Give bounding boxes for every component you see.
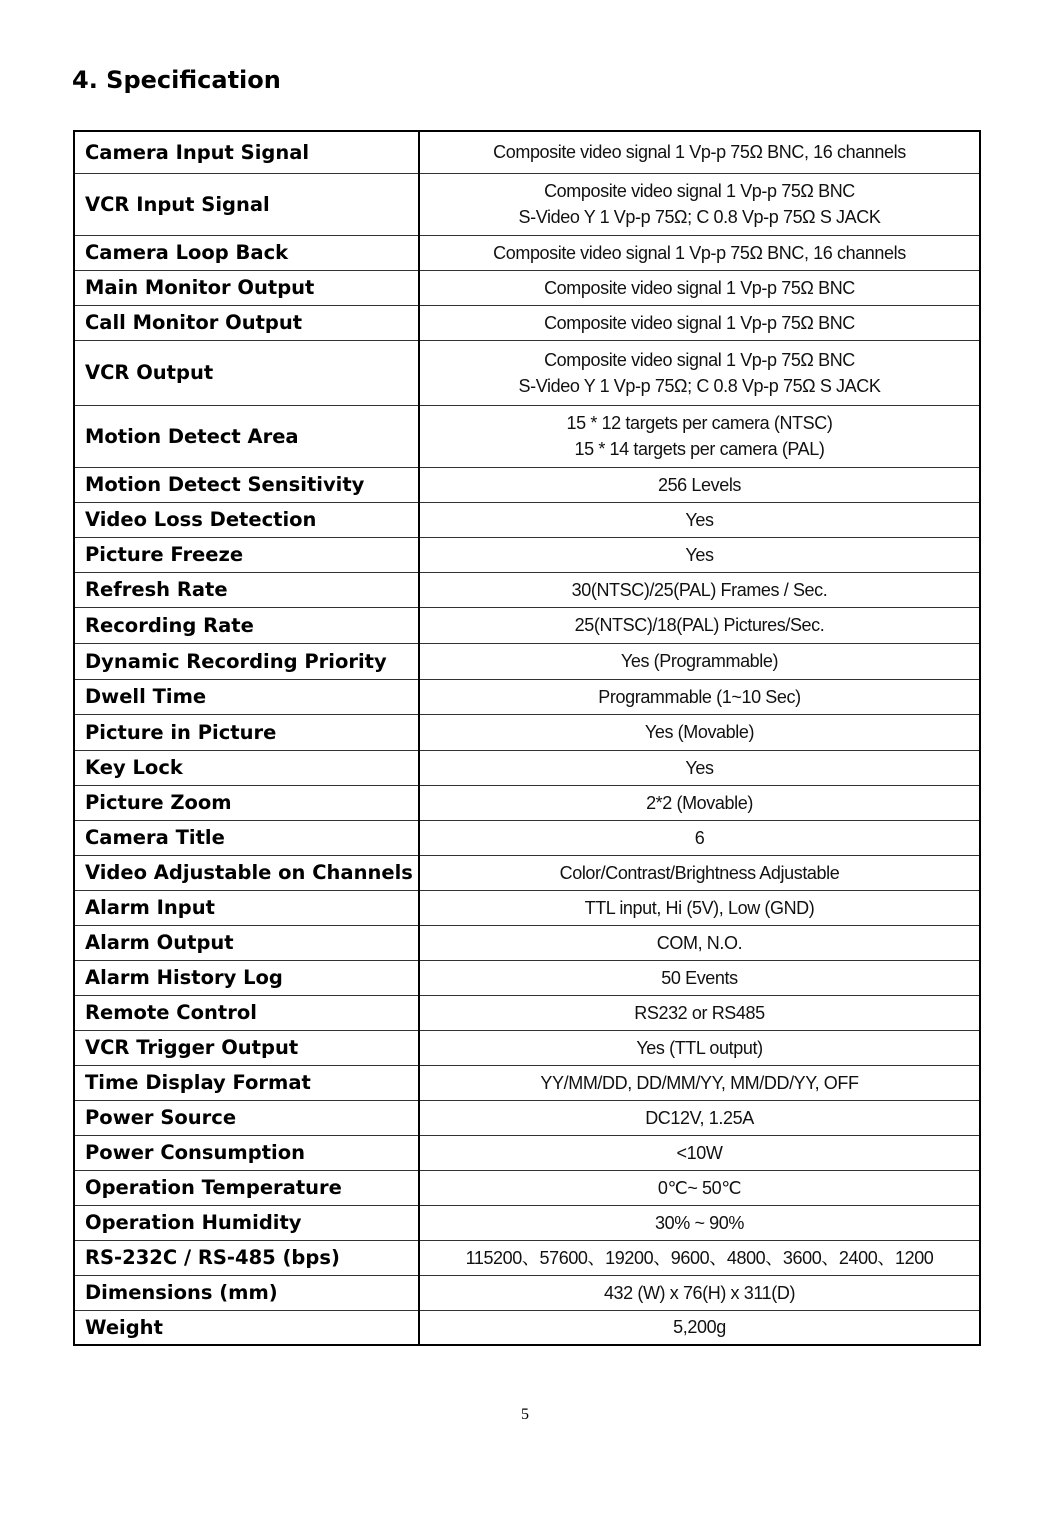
spec-label: Refresh Rate	[74, 572, 419, 607]
spec-value-line: Programmable (1~10 Sec)	[598, 686, 801, 707]
spec-value-line: TTL input, Hi (5V), Low (GND)	[584, 897, 815, 918]
spec-value-line: S-Video Y 1 Vp-p 75Ω; C 0.8 Vp-p 75Ω S JACK	[518, 207, 881, 227]
spec-label: Dynamic Recording Priority	[74, 643, 419, 679]
spec-value	[419, 960, 980, 995]
spec-value	[419, 131, 980, 173]
spec-row	[74, 1135, 980, 1170]
spec-row	[74, 502, 980, 537]
spec-row	[74, 1310, 980, 1345]
spec-value-line: COM, N.O.	[656, 932, 743, 953]
spec-value-line: Yes	[685, 757, 714, 778]
spec-label: VCR Trigger Output	[74, 1030, 419, 1065]
spec-row	[74, 1205, 980, 1240]
spec-value-line: Color/Contrast/Brightness Adjustable	[559, 862, 840, 883]
spec-row	[74, 750, 980, 785]
spec-label: Remote Control	[74, 995, 419, 1030]
spec-value-line: 2*2 (Movable)	[646, 792, 753, 813]
spec-label: Picture Freeze	[74, 537, 419, 572]
spec-label: Video Adjustable on Channels	[74, 855, 419, 890]
spec-label: Picture in Picture	[74, 714, 419, 750]
spec-label: Motion Detect Area	[74, 405, 419, 467]
spec-value	[419, 572, 980, 607]
spec-row	[74, 855, 980, 890]
spec-value	[419, 305, 980, 340]
spec-label: Dwell Time	[74, 679, 419, 714]
spec-label: Camera Loop Back	[74, 235, 419, 270]
spec-value-line: Composite video signal 1 Vp-p 75Ω BNC	[544, 349, 855, 370]
spec-value	[419, 607, 980, 643]
spec-value	[419, 855, 980, 890]
spec-value-line: YY/MM/DD, DD/MM/YY, MM/DD/YY, OFF	[540, 1072, 859, 1093]
spec-row	[74, 537, 980, 572]
spec-label: Power Consumption	[74, 1135, 419, 1170]
spec-value	[419, 714, 980, 750]
spec-row	[74, 1240, 980, 1275]
spec-label: Picture Zoom	[74, 785, 419, 820]
spec-row	[74, 960, 980, 995]
specification-table-body	[74, 131, 980, 1345]
spec-label: Alarm Input	[74, 890, 419, 925]
spec-value-line: Yes (TTL output)	[636, 1037, 763, 1058]
spec-value-line: S-Video Y 1 Vp-p 75Ω; C 0.8 Vp-p 75Ω S JACK	[518, 375, 881, 396]
spec-value-line: 0℃~ 50℃	[657, 1177, 742, 1198]
spec-value-line: <10W	[676, 1142, 723, 1163]
spec-label: VCR Input Signal	[74, 173, 419, 235]
spec-value	[419, 925, 980, 960]
spec-row	[74, 890, 980, 925]
spec-value	[419, 173, 980, 235]
spec-row	[74, 1275, 980, 1310]
spec-value-line: 25(NTSC)/18(PAL) Pictures/Sec.	[574, 615, 825, 635]
spec-row	[74, 131, 980, 173]
spec-row	[74, 995, 980, 1030]
spec-value-line: 256 Levels	[657, 474, 742, 495]
spec-row	[74, 270, 980, 305]
specification-table	[73, 130, 981, 1346]
spec-value	[419, 643, 980, 679]
spec-label: Alarm Output	[74, 925, 419, 960]
spec-label: Motion Detect Sensitivity	[74, 467, 419, 502]
spec-row	[74, 785, 980, 820]
spec-row	[74, 340, 980, 405]
spec-value	[419, 890, 980, 925]
spec-value-line: Yes	[685, 544, 714, 565]
spec-value	[419, 785, 980, 820]
spec-value-line: 432 (W) x 76(H) x 311(D)	[603, 1282, 796, 1303]
spec-row	[74, 679, 980, 714]
spec-label: VCR Output	[74, 340, 419, 405]
spec-row	[74, 572, 980, 607]
spec-label: Alarm History Log	[74, 960, 419, 995]
spec-value-line: 50 Events	[661, 967, 738, 988]
spec-label: Recording Rate	[74, 607, 419, 643]
spec-row	[74, 305, 980, 340]
spec-row	[74, 1100, 980, 1135]
spec-value-line: 5,200g	[673, 1317, 726, 1338]
spec-value-line: DC12V, 1.25A	[645, 1107, 754, 1128]
spec-value	[419, 1310, 980, 1345]
spec-row	[74, 235, 980, 270]
spec-value	[419, 270, 980, 305]
spec-value-line: 30% ~ 90%	[655, 1212, 744, 1233]
spec-label: Power Source	[74, 1100, 419, 1135]
spec-row	[74, 820, 980, 855]
spec-value	[419, 1065, 980, 1100]
spec-value-line: Yes (Movable)	[644, 722, 755, 742]
spec-value-line: Composite video signal 1 Vp-p 75Ω BNC	[544, 181, 855, 201]
spec-value-line: RS232 or RS485	[634, 1002, 765, 1023]
spec-value-line: 115200、57600、19200、9600、4800、3600、2400、1200	[465, 1247, 934, 1268]
spec-value	[419, 1030, 980, 1065]
spec-value	[419, 1100, 980, 1135]
spec-value-line: Composite video signal 1 Vp-p 75Ω BNC, 16 channels	[493, 142, 906, 163]
spec-value-line: 30(NTSC)/25(PAL) Frames / Sec.	[571, 579, 828, 600]
spec-label: Time Display Format	[74, 1065, 419, 1100]
spec-value-line: Composite video signal 1 Vp-p 75Ω BNC	[544, 312, 855, 333]
spec-row	[74, 607, 980, 643]
spec-label: Dimensions (mm)	[74, 1275, 419, 1310]
spec-label: RS-232C / RS-485 (bps)	[74, 1240, 419, 1275]
spec-value-line: Yes (Programmable)	[620, 651, 779, 671]
spec-row	[74, 405, 980, 467]
spec-label: Operation Temperature	[74, 1170, 419, 1205]
spec-row	[74, 714, 980, 750]
spec-row	[74, 1030, 980, 1065]
spec-value	[419, 1240, 980, 1275]
spec-value-line: Composite video signal 1 Vp-p 75Ω BNC	[544, 277, 855, 298]
spec-label: Video Loss Detection	[74, 502, 419, 537]
spec-value	[419, 1170, 980, 1205]
spec-label: Call Monitor Output	[74, 305, 419, 340]
spec-label: Key Lock	[74, 750, 419, 785]
spec-value	[419, 235, 980, 270]
spec-row	[74, 1065, 980, 1100]
spec-value	[419, 820, 980, 855]
spec-label: Camera Input Signal	[74, 131, 419, 173]
spec-label: Operation Humidity	[74, 1205, 419, 1240]
spec-row	[74, 467, 980, 502]
spec-row	[74, 925, 980, 960]
spec-value	[419, 750, 980, 785]
spec-value	[419, 405, 980, 467]
spec-value	[419, 537, 980, 572]
spec-value	[419, 1135, 980, 1170]
spec-value	[419, 502, 980, 537]
spec-value	[419, 1205, 980, 1240]
spec-value-line: Composite video signal 1 Vp-p 75Ω BNC, 16 channels	[493, 242, 906, 263]
spec-label: Camera Title	[74, 820, 419, 855]
spec-value	[419, 340, 980, 405]
spec-value-line: 15 * 12 targets per camera (NTSC)	[566, 413, 833, 433]
spec-label: Main Monitor Output	[74, 270, 419, 305]
spec-label: Weight	[74, 1310, 419, 1345]
page-title: 4. Specification	[72, 66, 281, 94]
spec-value-line: 6	[694, 827, 705, 848]
spec-value	[419, 1275, 980, 1310]
spec-value-line: Yes	[685, 509, 714, 530]
spec-row	[74, 1170, 980, 1205]
spec-value	[419, 679, 980, 714]
spec-value-line: 15 * 14 targets per camera (PAL)	[574, 439, 825, 459]
spec-value	[419, 995, 980, 1030]
spec-row	[74, 173, 980, 235]
page-number: 5	[521, 1406, 529, 1423]
spec-value	[419, 467, 980, 502]
spec-row	[74, 643, 980, 679]
